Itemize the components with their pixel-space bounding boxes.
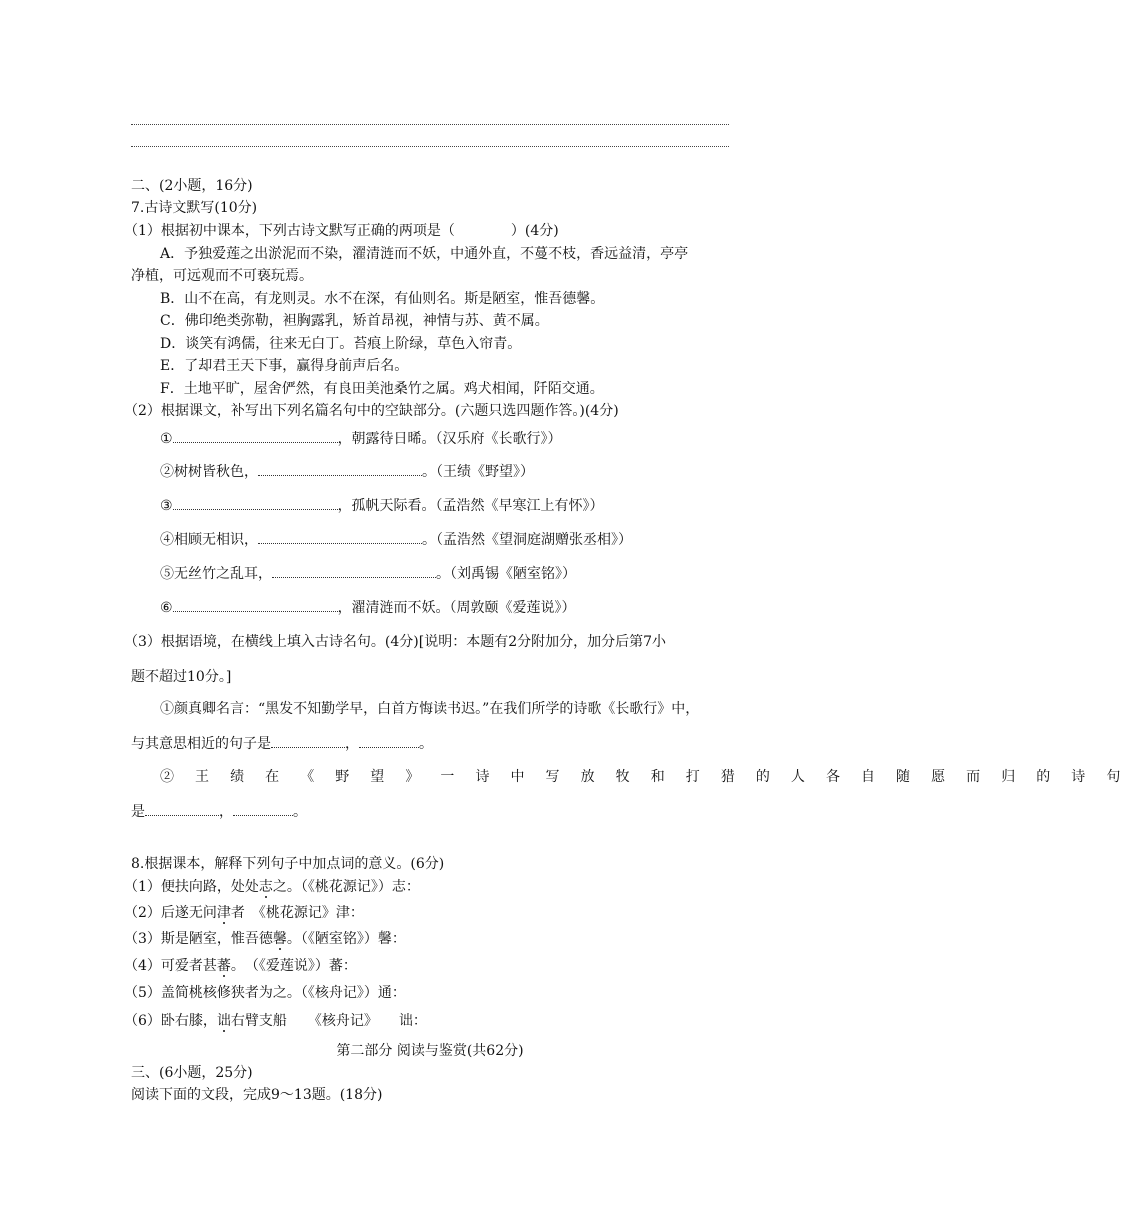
sub2-comma: ， <box>219 804 233 820</box>
fill-blank[interactable] <box>271 733 345 748</box>
fill-pre: ⑥ <box>160 600 173 616</box>
sub1-period: 。 <box>419 736 433 752</box>
q8-text: （5）盖简桃核修狭者为之。（《核舟记》）通： <box>124 985 406 1001</box>
q8-text: 。（《陋室铭》）馨： <box>286 931 406 947</box>
fill-blank[interactable] <box>359 733 419 748</box>
fill-post: 。（刘禹锡《陋室铭》） <box>436 566 576 582</box>
q8-text: （6）卧右膝， <box>124 1013 217 1029</box>
dotted-word: 津 <box>216 905 231 921</box>
option-f: F．土地平旷，屋舍俨然，有良田美池桑竹之属。鸡犬相闻，阡陌交通。 <box>160 381 604 397</box>
fill-item-4 <box>160 529 632 550</box>
fill-pre: ⑤无丝竹之乱耳， <box>160 566 272 582</box>
q8-text: 者 《桃花源记》津： <box>230 905 364 921</box>
sub2-text: 是 <box>131 804 145 820</box>
q8-item-5 <box>124 983 406 1003</box>
part2-title: 第二部分 阅读与鉴赏(共62分) <box>336 1043 524 1059</box>
q7-part2-prompt: （2）根据课文，补写出下列名篇名句中的空缺部分。(六题只选四题作答。)(4分) <box>124 403 619 419</box>
fill-post: 。（孟浩然《望洞庭湖赠张丞相》） <box>422 532 632 548</box>
fill-item-5 <box>160 563 576 584</box>
option-a-line1: A．予独爱莲之出淤泥而不染，濯清涟而不妖，中通外直，不蔓不枝，香远益清，亭亭 <box>160 246 689 262</box>
section3-intro: 阅读下面的文段，完成9～13题。(18分) <box>131 1087 383 1103</box>
fill-item-1 <box>160 428 562 449</box>
fill-pre: ③ <box>160 498 173 514</box>
q7-part1-prompt-a: （1）根据初中课本，下列古诗文默写正确的两项是（ <box>124 223 455 239</box>
fill-pre: ④相顾无相识， <box>160 532 258 548</box>
section3-heading: 三、(6小题，25分) <box>131 1065 253 1081</box>
dotted-word: 志 <box>258 879 273 895</box>
fill-item-3 <box>160 495 604 516</box>
fill-blank[interactable] <box>258 529 422 544</box>
fill-post: 。（王绩《野望》） <box>422 464 534 480</box>
fill-blank[interactable] <box>233 801 293 816</box>
q7-part3-line2: 题不超过10分。] <box>131 669 232 685</box>
q8-text: 右臂支船 《核舟记》 诎： <box>230 1013 427 1029</box>
fill-item-6 <box>160 597 576 618</box>
q8-item-4 <box>124 956 357 976</box>
q8-title: 8.根据课本，解释下列句子中加点词的意义。(6分) <box>131 856 445 872</box>
sub1-line2 <box>131 733 433 754</box>
fill-item-2 <box>160 461 534 482</box>
q8-text: 之。（《桃花源记》）志： <box>272 879 420 895</box>
q8-text: （3）斯是陋室，惟吾德 <box>124 931 273 947</box>
section2-heading: 二、(2小题，16分) <box>131 178 253 194</box>
q7-part1-prompt-b: ）(4分) <box>510 223 559 239</box>
q8-item-2 <box>124 903 364 923</box>
dotted-word: 蕃 <box>216 958 231 974</box>
q8-text: （2）后遂无问 <box>124 905 217 921</box>
option-d: D．谈笑有鸿儒，往来无白丁。苔痕上阶绿，草色入帘青。 <box>160 336 522 352</box>
q8-item-3 <box>124 929 406 949</box>
option-c: C．佛印绝类弥勒，袒胸露乳，矫首昂视，神情与苏、黄不属。 <box>160 313 549 329</box>
answer-dotted-line-1 <box>131 124 729 125</box>
dotted-word: 诎 <box>216 1013 231 1029</box>
sub1-comma: ， <box>345 736 359 752</box>
fill-blank[interactable] <box>272 563 436 578</box>
q8-item-6 <box>124 1011 427 1031</box>
fill-blank[interactable] <box>173 428 338 443</box>
option-b: B．山不在高，有龙则灵。水不在深，有仙则名。斯是陋室，惟吾德馨。 <box>160 291 605 307</box>
fill-pre: ②树树皆秋色， <box>160 464 258 480</box>
q8-text: 。 （《爱莲说》）蕃： <box>230 958 357 974</box>
option-e: E．了却君王天下事，赢得身前声后名。 <box>160 358 409 374</box>
dotted-word: 馨 <box>272 931 287 947</box>
fill-post: ，孤帆天际看。（孟浩然《早寒江上有怀》） <box>337 498 604 514</box>
sub1-line1: ①颜真卿名言：“黑发不知勤学早，白首方悔读书迟。”在我们所学的诗歌《长歌行》中， <box>160 701 700 717</box>
q7-part3-line1: （3）根据语境，在横线上填入古诗名句。(4分)[说明：本题有2分附加分，加分后第7小 <box>124 634 667 650</box>
fill-blank[interactable] <box>145 801 219 816</box>
fill-blank[interactable] <box>173 597 338 612</box>
sub1-text: 与其意思相近的句子是 <box>131 736 271 752</box>
fill-blank[interactable] <box>173 495 338 510</box>
fill-pre: ① <box>160 431 173 447</box>
q8-text: （1）便扶向路，处处 <box>124 879 259 895</box>
fill-blank[interactable] <box>258 461 422 476</box>
q8-item-1 <box>124 877 420 897</box>
fill-post: ，濯清涟而不妖。（周敦颐《爱莲说》） <box>337 600 576 616</box>
sub2-line2 <box>131 801 307 822</box>
sub2-period: 。 <box>293 804 307 820</box>
q7-title: 7.古诗文默写(10分) <box>131 200 258 216</box>
q8-text: （4）可爱者甚 <box>124 958 217 974</box>
sub2-line1: ② 王 绩 在 《 野 望 》 一 诗 中 写 放 牧 和 打 猎 的 人 各 自 随 愿 而 归 的 诗 句 <box>160 769 1129 785</box>
fill-post: ，朝露待日晞。（汉乐府《长歌行》） <box>337 431 562 447</box>
answer-dotted-line-2 <box>131 146 729 147</box>
q7-part1-prompt <box>124 221 559 241</box>
option-a-line2: 净植，可远观而不可亵玩焉。 <box>131 268 313 284</box>
